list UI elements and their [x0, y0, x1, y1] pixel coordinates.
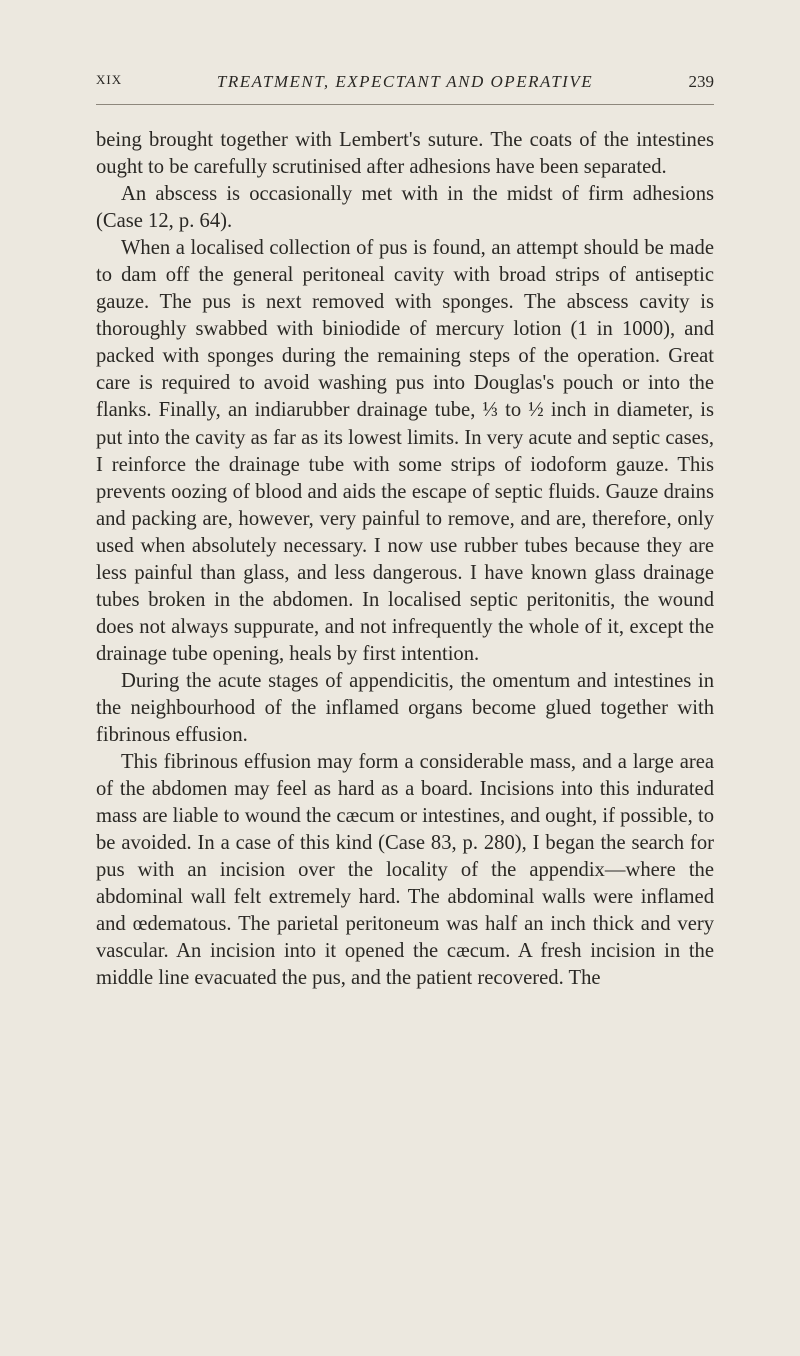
body-text	[96, 127, 714, 993]
paragraph-fibrinous-effusion: This fibrinous effusion may form a considerable mass, and a large area of the abdomen may feel as hard as a board. Incisions into this indurated mass are liable to wound the cæcum or intestines, and ought, if possible, to be avoided. In a case of this kind (Case 83, p. 280), I began the search for pus with an incision over the locality of the appendix—where the abdominal wall felt extremely hard. The abdominal walls were inflamed and œdematous. The parietal peritoneum was half an inch thick and very vascular. An incision into it opened the cæcum. A fresh incision in the middle line evacuated the pus, and the patient recovered. The	[96, 751, 714, 990]
page-number: 239	[688, 72, 714, 91]
paragraph-abscess: An abscess is occasionally met with in the midst of firm adhesions (Case 12, p. 64).	[96, 183, 714, 233]
chapter-number: XIX	[96, 72, 123, 87]
running-title: TREATMENT, EXPECTANT AND OPERATIVE	[216, 72, 594, 91]
header-rule	[96, 104, 714, 105]
paragraph-continuation: being brought together with Lembert's suture. The coats of the intestines ought to be carefully scrutinised after adhesions have been separated.	[96, 129, 714, 179]
paragraph-localised-collection: When a localised collection of pus is found, an attempt should be made to dam off the general peritoneal cavity with broad strips of antiseptic gauze. The pus is next removed with sponges. The abscess cavity is thoroughly swabbed with biniodide of mercury lotion (1 in 1000), and packed with sponges during the remaining steps of the operation. Great care is required to avoid washing pus into Douglas's pouch or into the flanks. Finally, an indiarubber drainage tube, ⅓ to ½ inch in diameter, is put into the cavity as far as its lowest limits. In very acute and septic cases, I reinforce the drainage tube with some strips of iodoform gauze. This prevents oozing of blood and aids the escape of septic fluids. Gauze drains and packing are, however, very painful to remove, and are, therefore, only used when absolutely necessary. I now use rubber tubes because they are less painful than glass, and less dangerous. I have known glass drainage tubes broken in the abdomen. In localised septic peritonitis, the wound does not always suppurate, and not infrequently the whole of it, except the drainage tube opening, heals by first intention.	[96, 237, 714, 665]
running-head	[96, 72, 714, 96]
paragraph-acute-stages: During the acute stages of appendicitis, the omentum and intestines in the neighbourhood of the inflamed organs become glued together with fibrinous effusion.	[96, 669, 714, 747]
